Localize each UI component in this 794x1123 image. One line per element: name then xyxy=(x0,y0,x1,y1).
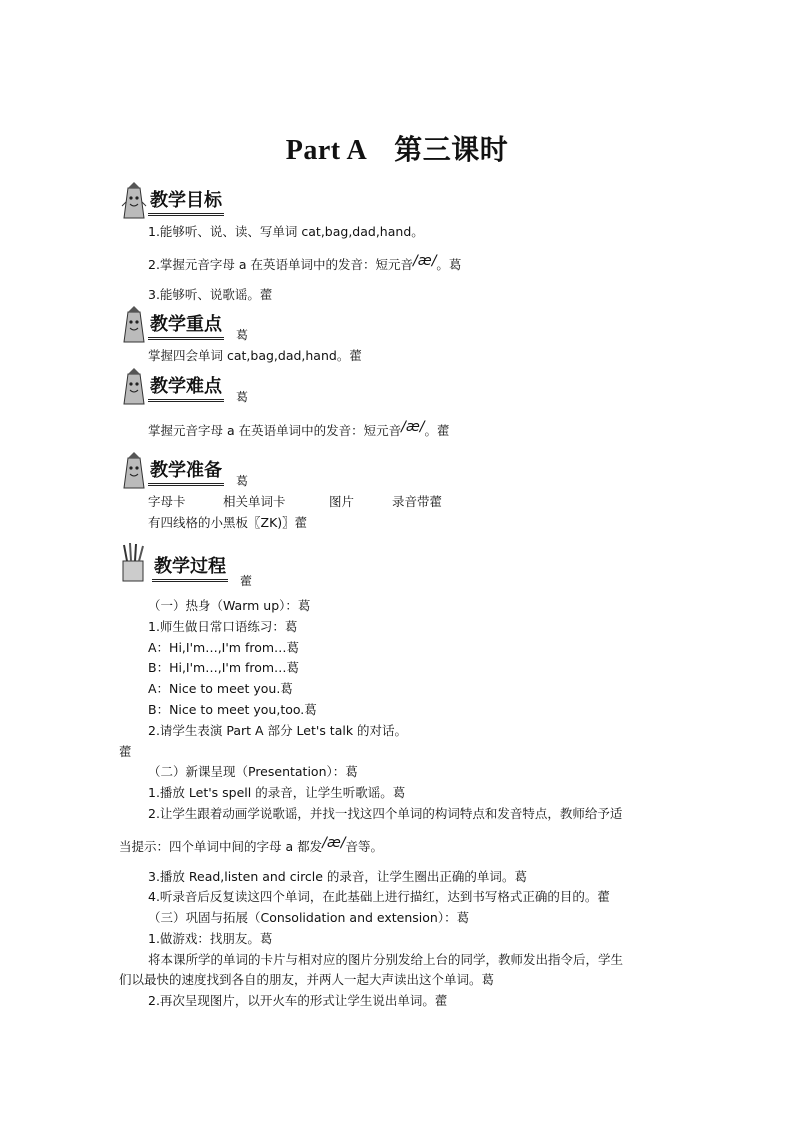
section-mark: 葛 xyxy=(236,328,249,342)
difficult-text: 掌握元音字母 a 在英语单词中的发音：短元音 xyxy=(148,423,402,438)
phonetic-symbol: /æ/ xyxy=(401,419,425,435)
process-line: 1.播放 Let's spell 的录音，让学生听歌谣。葛 xyxy=(148,785,406,800)
process-line: 3.播放 Read,listen and circle 的录音，让学生圈出正确的单词。葛 xyxy=(148,869,527,884)
pencil-mascot-icon xyxy=(118,452,148,490)
section-mark: 藿 xyxy=(240,574,253,588)
goal-2-text: 2.掌握元音字母 a 在英语单词中的发音：短元音 xyxy=(148,257,414,272)
section-heading-label: 教学目标 xyxy=(148,190,224,216)
phonetic-symbol: /æ/ xyxy=(322,835,346,851)
section-heading-label: 教学重点 xyxy=(148,314,224,340)
process-line: （一）热身（Warm up）：葛 xyxy=(148,598,311,613)
process-line: B：Hi,I'm…,I'm from…葛 xyxy=(148,660,300,675)
section-heading-label: 教学难点 xyxy=(148,376,224,402)
section-mark: 葛 xyxy=(236,474,249,488)
process-line xyxy=(119,835,383,855)
goal-line-3: 3.能够听、说歌谣。藿 xyxy=(148,287,273,302)
process-line: 1.做游戏：找朋友。葛 xyxy=(148,931,273,946)
process-line: 2.让学生跟着动画学说歌谣，并找一找这四个单词的构词特点和发音特点，教师给予适 xyxy=(148,806,623,821)
pencil-mascot-icon xyxy=(118,182,148,220)
prep-item: 图片 xyxy=(329,494,355,509)
phonetic-symbol: /æ/ xyxy=(413,253,437,269)
pencil-mascot-icon xyxy=(118,306,148,344)
prep-board: 有四线格的小黑板〖ZK)〗藿 xyxy=(148,515,308,530)
section-heading-label: 教学过程 xyxy=(152,556,228,582)
process-line: 2.再次呈现图片，以开火车的形式让学生说出单词。藿 xyxy=(148,993,448,1008)
process-line: B：Nice to meet you,too.葛 xyxy=(148,702,317,717)
process-line: 1.师生做日常口语练习：葛 xyxy=(148,619,298,634)
page-title: Part A 第三课时 xyxy=(285,135,509,166)
prep-item: 字母卡 xyxy=(148,494,186,509)
process-text: 当提示：四个单词中间的字母 a 都发 xyxy=(119,839,323,854)
process-line: 藿 xyxy=(119,744,132,759)
pencil-cup-icon xyxy=(118,542,148,584)
goal-line-2 xyxy=(148,253,462,273)
process-text: 音等。 xyxy=(345,839,383,854)
difficult-point-line xyxy=(148,419,450,439)
section-heading-label: 教学准备 xyxy=(148,460,224,486)
key-point-text: 掌握四会单词 cat,bag,dad,hand。藿 xyxy=(148,348,362,363)
prep-item: 录音带藿 xyxy=(392,494,443,509)
process-line: 4.听录音后反复读这四个单词，在此基础上进行描红，达到书写格式正确的目的。藿 xyxy=(148,889,610,904)
prep-item: 相关单词卡 xyxy=(223,494,286,509)
process-line: 将本课所学的单词的卡片与相对应的图片分别发给上台的同学，教师发出指令后，学生 xyxy=(148,952,624,967)
process-line: A：Hi,I'm…,I'm from…葛 xyxy=(148,640,300,655)
pencil-mascot-icon xyxy=(118,368,148,406)
goal-2-tail: 。葛 xyxy=(436,257,462,272)
process-line: （二）新课呈现（Presentation）：葛 xyxy=(148,764,358,779)
process-line: 2.请学生表演 Part A 部分 Let's talk 的对话。 xyxy=(148,723,408,738)
section-mark: 葛 xyxy=(236,390,249,404)
process-line: （三）巩固与拓展（Consolidation and extension）：葛 xyxy=(148,910,470,925)
difficult-tail: 。藿 xyxy=(424,423,450,438)
process-line: A：Nice to meet you.葛 xyxy=(148,681,293,696)
goal-line-1: 1.能够听、说、读、写单词 cat,bag,dad,hand。 xyxy=(148,224,424,239)
process-line: 们以最快的速度找到各自的朋友，并两人一起大声读出这个单词。葛 xyxy=(119,972,495,987)
